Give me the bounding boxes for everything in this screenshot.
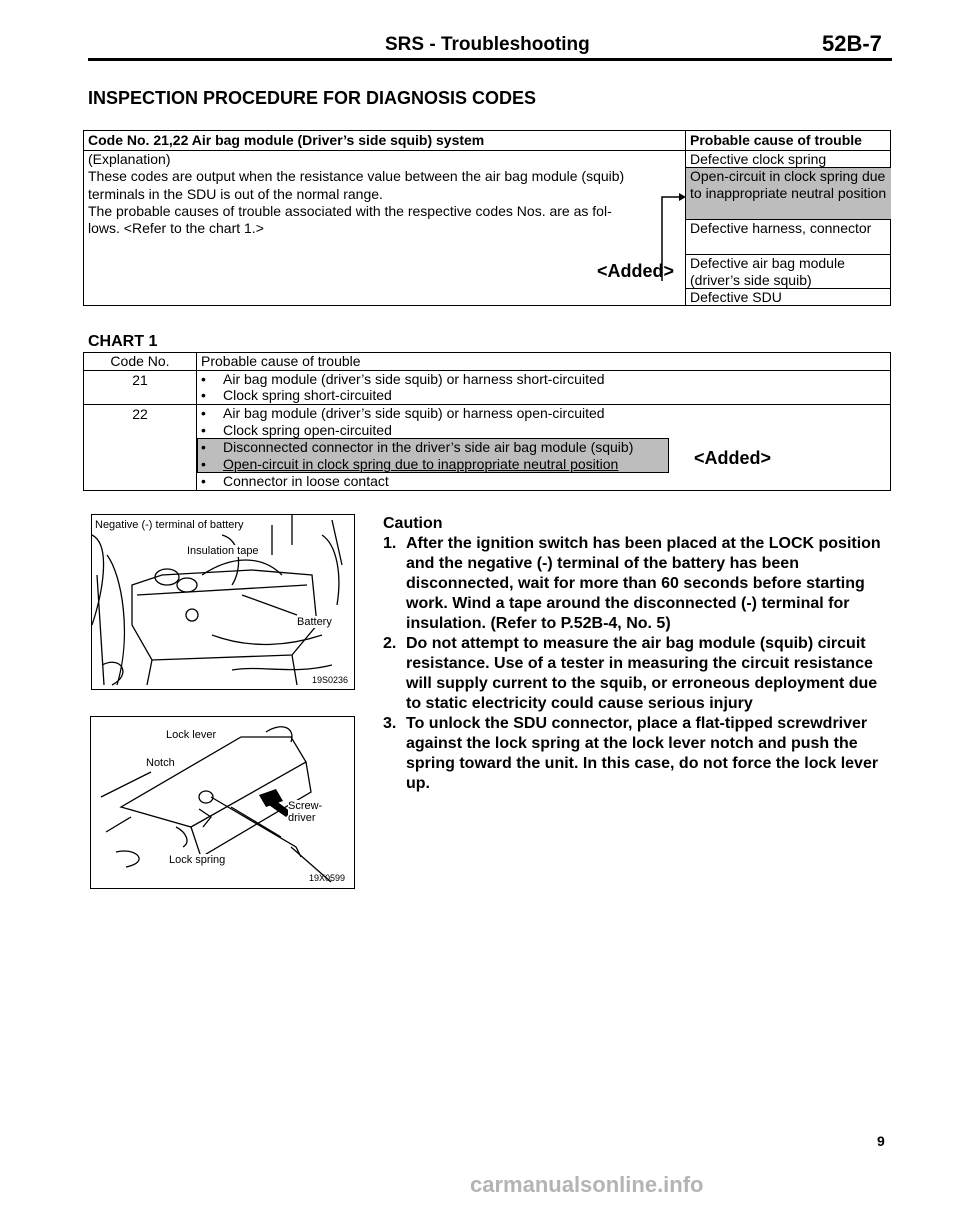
bullet: • [201,387,206,403]
header-rule [88,58,892,61]
figure-label: Notch [146,757,175,769]
cause-text: Open-circuit in clock spring due to inappropriate neutral position [223,456,619,472]
figure-label: Insulation tape [187,545,259,557]
battery-illustration [91,514,355,690]
code-cell: 22 [132,406,148,422]
bullet: • [201,456,206,472]
item-number: 2. [383,635,397,652]
caution-item [383,634,883,714]
item-text: To unlock the SDU connector, place a flat-tipped screwdriver against the lock spring at the lock lever notch and push the spring toward the unit. In this case, do not force the lock lever up. [406,715,879,792]
explanation-line: These codes are output when the resistance value between the air bag module (squib) [88,168,625,185]
watermark: carmanualsonline.info [470,1172,704,1197]
chart-title: CHART 1 [88,333,158,350]
cause-bullet-item [201,422,392,439]
caution-item [383,534,883,634]
cause-bullet-item [201,371,605,388]
caution-item [383,714,883,794]
bullet: • [201,405,206,421]
cause-text: Connector in loose contact [223,473,389,489]
code-cell: 21 [132,372,148,388]
added-note: <Added> [694,448,772,468]
figure-code: 19X0599 [309,873,346,883]
explanation-line: lows. <Refer to the chart 1.> [88,220,264,237]
cause-text: Air bag module (driver’s side squib) or harness open-circuited [223,405,605,421]
cause-bullet-item [201,387,392,404]
figure-label: Screw- driver [288,800,328,824]
cause-text: Clock spring short-circuited [223,387,392,403]
page-number: 9 [877,1133,885,1149]
cause-bullet-item [201,456,618,473]
header-title: SRS - Troubleshooting [385,34,590,55]
added-note: <Added> [597,261,675,281]
cause-item: Defective air bag module (driver’s side squib) [686,255,891,289]
diagnosis-code-table [83,130,891,306]
explanation-line: (Explanation) [88,151,171,167]
item-number: 3. [383,715,397,732]
bullet: • [201,371,206,387]
explanation-line: The probable causes of trouble associated with the respective codes Nos. are as fol- [88,202,612,219]
caution-block [383,514,883,794]
bullet: • [201,473,206,489]
item-text: Do not attempt to measure the air bag module (squib) circuit resistance. Use of a tester in measuring the circuit resistance will supply current to the squib, or erroneous deployment due to static electricity could cause serious injury [406,635,878,712]
item-number: 1. [383,535,397,552]
figure-code: 19S0236 [312,675,349,685]
item-text: After the ignition switch has been placed at the LOCK position and the negative (-) terminal of the battery has been disconnected, wait for more than 60 seconds before starting work. Wind a tape around the disconnected (-) terminal for insulation. (Refer to P.52B-4, No. 5) [406,535,881,632]
figure-label: Lock spring [169,854,226,866]
cause-bullet-item [201,439,633,456]
cause-item-highlighted: Open-circuit in clock spring due to inappropriate neutral position [686,168,891,220]
battery-drawing [92,515,354,689]
cause-text: Clock spring open-circuited [223,422,392,438]
cause-header: Probable cause of trouble [690,132,862,148]
caution-list [383,534,883,794]
cause-text: Disconnected connector in the driver’s side air bag module (squib) [223,439,634,455]
code-header: Code No. [110,353,170,369]
sdu-connector-illustration [90,716,355,889]
chart1-table [83,352,891,491]
caution-title: Caution [383,515,443,532]
section-title: INSPECTION PROCEDURE FOR DIAGNOSIS CODES [88,88,537,108]
cause-text: Air bag module (driver’s side squib) or harness short-circuited [223,371,605,387]
table-header-row [84,131,890,151]
figure-label: Lock lever [166,729,217,741]
cause-item: Defective SDU [690,289,782,305]
cause-header: Probable cause of trouble [201,353,361,369]
bullet: • [201,439,206,455]
figure-label: Negative (-) terminal of battery [95,519,244,531]
explanation-line: terminals in the SDU is out of the normal range. [88,185,383,202]
bullet: • [201,422,206,438]
cause-item: Defective clock spring [686,151,891,168]
cause-item: Defective harness, connector [686,220,891,255]
cause-bullet-item [201,405,605,422]
figure-label: Battery [297,616,332,628]
cause-bullet-item [201,473,389,490]
code-header: Code No. 21,22 Air bag module (Driver’s side squib) system [88,132,485,148]
header-section-code: 52B-7 [822,31,882,56]
explanation-text [88,151,678,237]
